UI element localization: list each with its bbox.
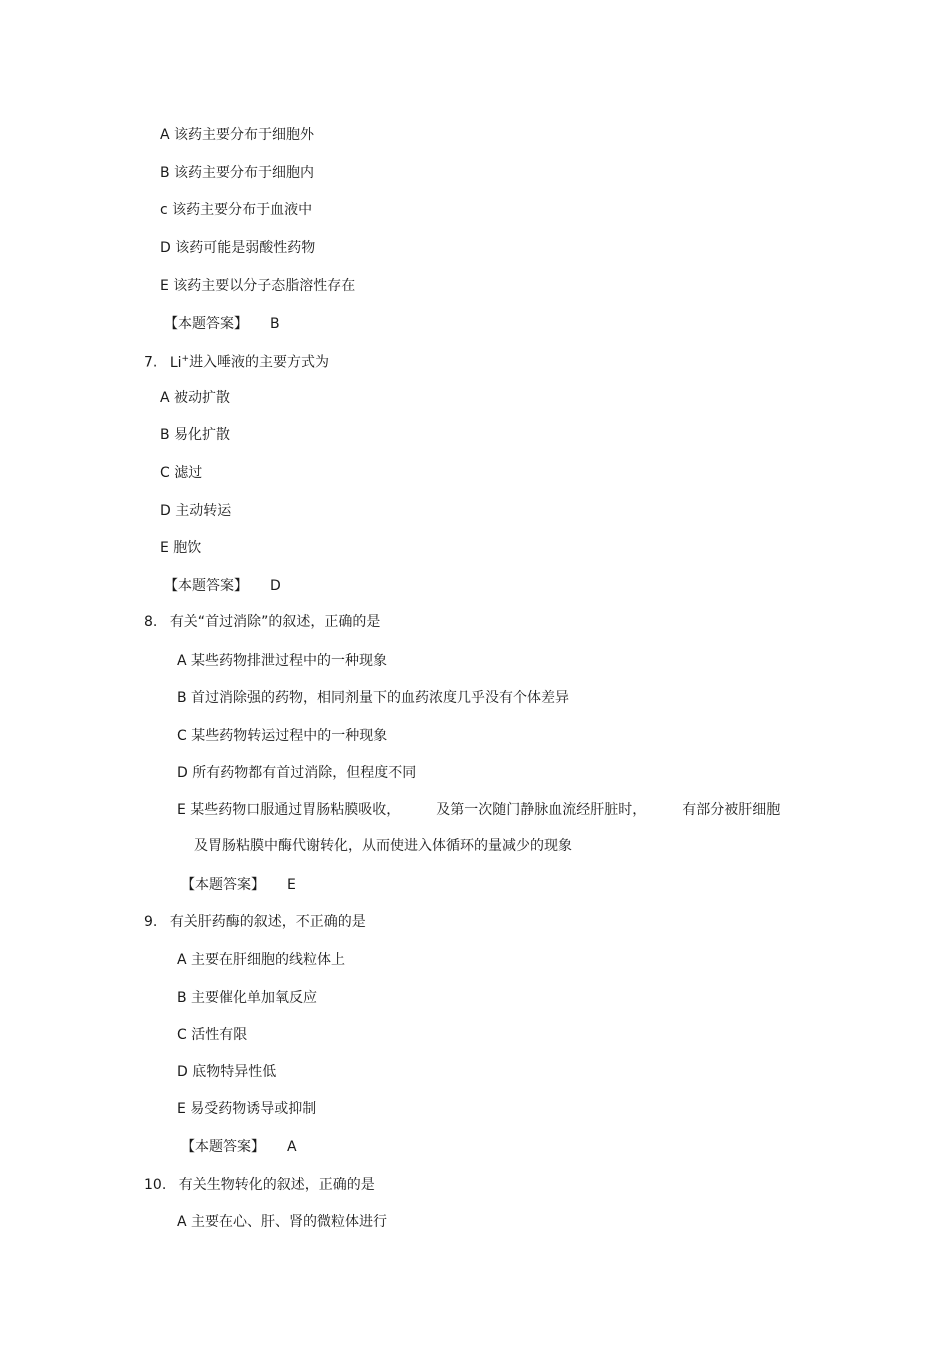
q8-answer-label: 【本题答案】 — [181, 877, 265, 893]
q8-option-e — [177, 800, 780, 820]
q8-stem — [144, 612, 380, 632]
q8-option-e-part1: E 某些药物口服通过胃肠粘膜吸收， — [177, 802, 401, 818]
q6-answer-value: B — [270, 316, 280, 332]
q7-answer-value: D — [270, 578, 281, 594]
q7-option-c: C 滤过 — [160, 465, 203, 481]
q6-option-b: B 该药主要分布于细胞内 — [160, 165, 315, 181]
q6-option-a: A 该药主要分布于细胞外 — [160, 127, 315, 143]
q7-stem-prefix: Li — [169, 354, 182, 371]
q9-stem-text: 有关肝药酶的叙述，不正确的是 — [169, 914, 366, 930]
q8-stem-text: 有关“首过消除”的叙述，正确的是 — [169, 614, 381, 630]
q7-number: 7. — [144, 354, 158, 371]
q9-option-c: C 活性有限 — [177, 1027, 248, 1043]
q7-option-e: E 胞饮 — [160, 540, 202, 556]
q6-answer-label: 【本题答案】 — [164, 316, 248, 332]
q7-stem-text: 进入唾液的主要方式为 — [189, 354, 330, 371]
q9-answer-label: 【本题答案】 — [181, 1139, 265, 1155]
q8-option-c: C 某些药物转运过程中的一种现象 — [177, 728, 388, 744]
q9-answer-value: A — [287, 1139, 297, 1155]
q8-option-e-continued: 及胃肠粘膜中酶代谢转化，从而使进入体循环的量减少的现象 — [194, 838, 572, 854]
q7-stem — [144, 349, 329, 373]
q9-option-b: B 主要催化单加氧反应 — [177, 990, 318, 1006]
q7-answer-label: 【本题答案】 — [164, 578, 248, 594]
q8-option-b: B 首过消除强的药物，相同剂量下的血药浓度几乎没有个体差异 — [177, 690, 570, 706]
q7-answer-line — [164, 576, 281, 596]
q6-option-e: E 该药主要以分子态脂溶性存在 — [160, 278, 356, 294]
q9-option-e: E 易受药物诱导或抑制 — [177, 1101, 317, 1117]
q9-answer-line — [181, 1137, 297, 1157]
q8-option-a: A 某些药物排泄过程中的一种现象 — [177, 653, 388, 669]
q10-option-a: A 主要在心、肝、肾的微粒体进行 — [177, 1214, 388, 1230]
q10-stem-text: 有关生物转化的叙述，正确的是 — [178, 1177, 375, 1193]
q10-stem — [144, 1175, 375, 1195]
q8-option-d: D 所有药物都有首过消除，但程度不同 — [177, 765, 417, 781]
q9-stem — [144, 912, 366, 932]
q9-option-d: D 底物特异性低 — [177, 1064, 277, 1080]
q10-number: 10. — [144, 1177, 167, 1193]
q6-option-c: c 该药主要分布于血液中 — [160, 202, 313, 218]
q9-number: 9. — [144, 914, 158, 930]
q6-option-d: D 该药可能是弱酸性药物 — [160, 240, 316, 256]
q7-option-b: B 易化扩散 — [160, 427, 231, 443]
q7-stem-superscript: + — [181, 354, 190, 364]
q8-option-e-part2: 及第一次随门静脉血流经肝脏时， — [436, 802, 647, 818]
q6-answer-line — [164, 314, 280, 334]
q8-option-e-part3: 有部分被肝细胞 — [682, 802, 781, 818]
q8-number: 8. — [144, 614, 158, 630]
q7-option-d: D 主动转运 — [160, 503, 232, 519]
q8-answer-value: E — [287, 877, 296, 893]
q7-option-a: A 被动扩散 — [160, 390, 231, 406]
q8-answer-line — [181, 875, 296, 895]
q9-option-a: A 主要在肝细胞的线粒体上 — [177, 952, 346, 968]
